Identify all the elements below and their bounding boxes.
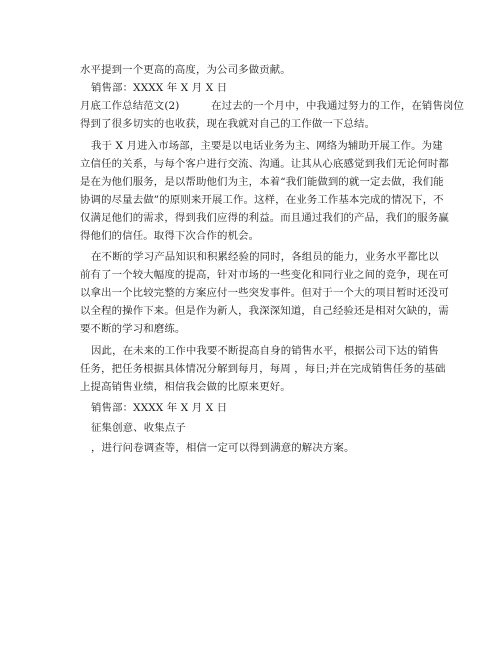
- text-line: 任务，把任务根据具体情况分解到每月，每周 ，每日;并在完成销售任务的基础: [80, 363, 446, 375]
- text-line: 是在为他们服务，是以帮助他们为主，本着“我们能做到的就一定去做，我们能: [80, 176, 444, 188]
- text-line: 得他们的信任。取得下次合作的机会。: [80, 230, 260, 242]
- text-line: 要不断的学习和磨练。: [80, 323, 186, 335]
- paragraph-first-line: 我于 X 月进入市场部，主要是以电话业务为主、网络为辅助开展工作。为建: [91, 140, 443, 152]
- text-line: 以全程的操作下来。但是作为新人，我深深知道，自己经验还是相对欠缺的，需: [80, 305, 449, 317]
- text-line: 以拿出一个比较完整的方案应付一些突发事件。但对于一个大的项目暂时还没可: [80, 287, 449, 299]
- text-line: 协调的尽量去做”的原则来开展工作。这样，在业务工作基本完成的情况下，不: [80, 194, 444, 206]
- text-line: 上提高销售业绩，相信我会做的比原来更好。: [80, 381, 291, 393]
- text-line: 前有了一个较大幅度的提高，针对市场的一些变化和同行业之间的竞争，现在可: [80, 269, 449, 281]
- paragraph-first-line: 在不断的学习产品知识和积累经验的同时，各组员的能力，业务水平都比以: [91, 251, 439, 263]
- section-heading-line: 月底工作总结范文(2) 在过去的一个月中，中我通过努力的工作，在销售岗位: [80, 100, 465, 112]
- text-line: 征集创意、收集点子: [91, 422, 186, 434]
- signature-line: 销售部：XXXX 年 X 月 X 日: [91, 402, 228, 414]
- paragraph-first-line: 因此，在未来的工作中我要不断提高自身的销售水平，根据公司下达的销售: [91, 345, 439, 357]
- signature-line: 销售部：XXXX 年 X 月 X 日: [91, 82, 228, 94]
- text-line: 得到了很多切实的也收获，现在我就对自己的工作做一下总结。: [80, 118, 376, 130]
- text-line: 水平提到一个更高的高度，为公司多做贡献。: [80, 64, 291, 76]
- text-line: 立信任的关系，与每个客户进行交流、沟通。让其从心底感觉到我们无论何时都: [80, 158, 449, 170]
- text-line: ，进行问卷调查等，相信一定可以得到满意的解决方案。: [91, 442, 355, 454]
- text-line: 仅满足他们的需求，得到我们应得的利益。而且通过我们的产品，我们的服务赢: [80, 212, 449, 224]
